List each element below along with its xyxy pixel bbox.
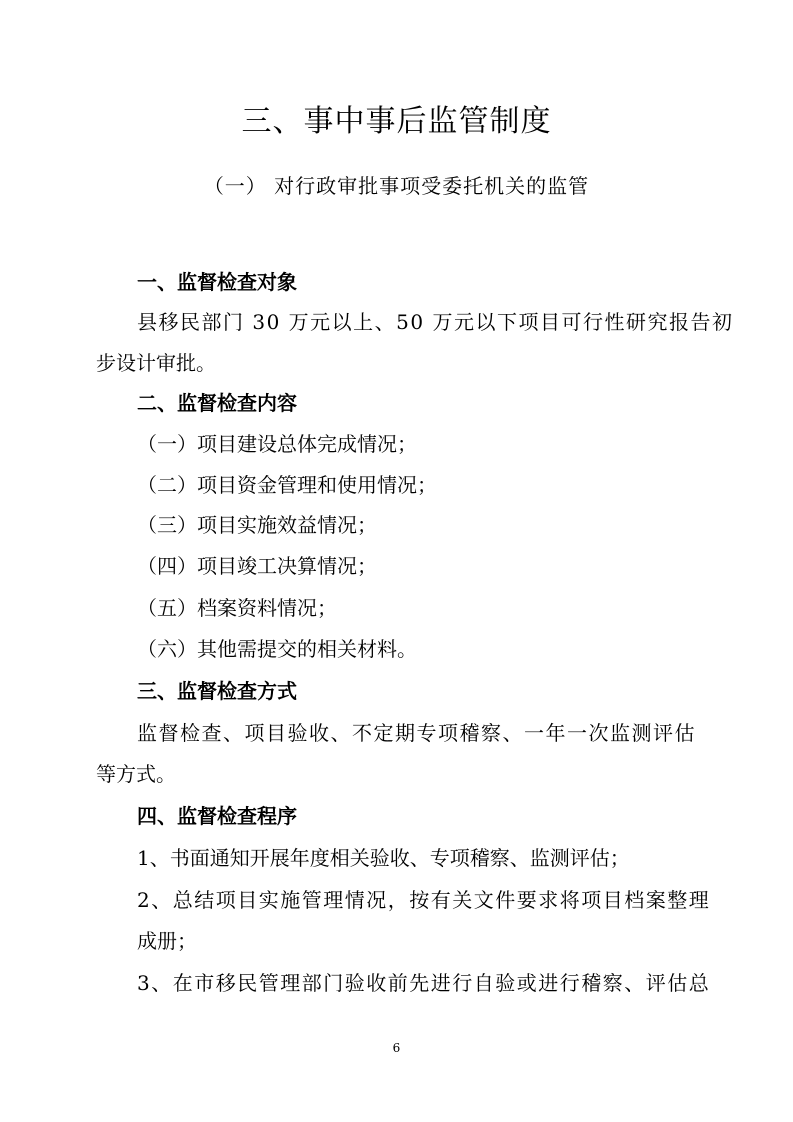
paragraph-line: 监督检查、项目验收、不定期专项稽察、一年一次监测评估 [137, 721, 696, 745]
page-number: 6 [392, 1041, 401, 1055]
section-heading-1: 一、监督检查对象 [137, 270, 297, 294]
page-title: 三、事中事后监管制度 [241, 104, 552, 139]
list-item: 3、在市移民管理部门验收前先进行自验或进行稽察、评估总 [137, 971, 711, 995]
list-item: （五）档案资料情况； [137, 596, 337, 620]
section-heading-3: 三、监督检查方式 [137, 679, 297, 703]
list-item-continuation: 成册； [137, 929, 197, 953]
list-item: （六）其他需提交的相关材料。 [137, 637, 417, 661]
list-item: （四）项目竣工决算情况； [137, 554, 377, 578]
list-item: （三）项目实施效益情况； [137, 513, 377, 537]
page-subtitle: （一） 对行政审批事项受委托机关的监管 [203, 174, 590, 198]
list-item: （二）项目资金管理和使用情况； [137, 473, 437, 497]
list-item: 2、总结项目实施管理情况，按有关文件要求将项目档案整理 [137, 888, 711, 912]
section-heading-2: 二、监督检查内容 [137, 391, 297, 415]
paragraph-line: 县移民部门 30 万元以上、50 万元以下项目可行性研究报告初 [137, 310, 734, 334]
paragraph-line: 步设计审批。 [96, 351, 216, 375]
paragraph-line: 等方式。 [96, 762, 176, 786]
list-item: （一）项目建设总体完成情况； [137, 432, 417, 456]
section-heading-4: 四、监督检查程序 [137, 804, 297, 828]
list-item: 1、书面通知开展年度相关验收、专项稽察、监测评估； [137, 846, 630, 870]
